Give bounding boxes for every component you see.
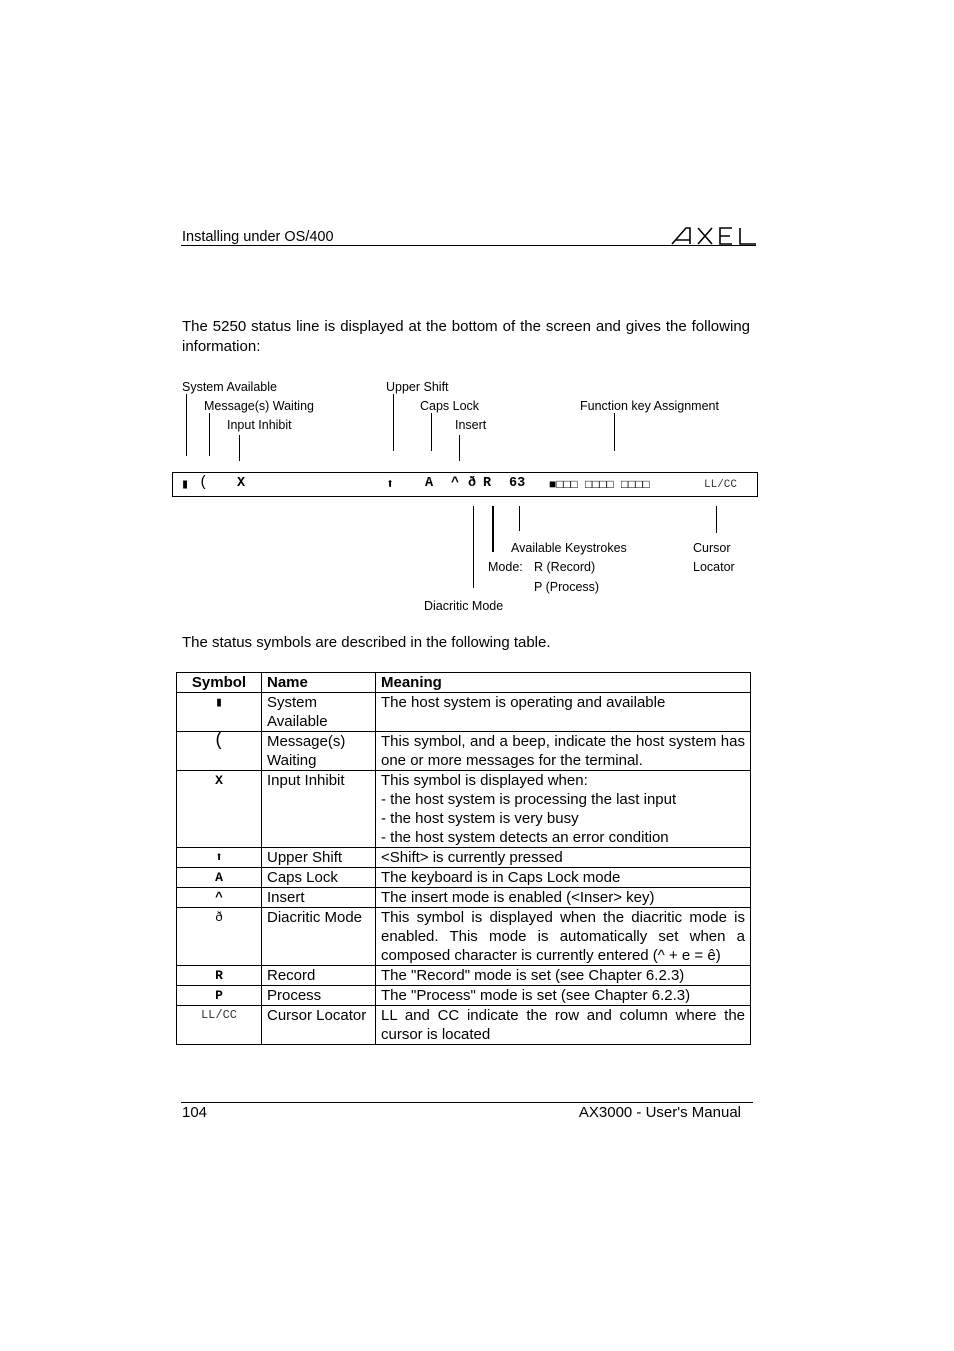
table-row [177,986,751,1006]
header-rule [181,245,756,246]
label-caps-lock: Caps Lock [420,399,480,413]
mode-symbol: R [483,476,492,491]
name-cell: Caps Lock [262,868,376,888]
table-row [177,771,751,848]
label-available-keystrokes: Available Keystrokes [511,541,627,555]
label-system-available: System Available [182,380,277,394]
label-function-key: Function key Assignment [580,399,719,413]
function-key-indicators: ■□□□ □□□□ □□□□ [549,478,650,492]
section-header: Installing under OS/400 [182,229,334,245]
connector-line [239,435,240,461]
meaning-line: - the host system is processing the last input [381,791,677,808]
symbol-cell: R [177,966,262,986]
table-row [177,888,751,908]
label-messages-waiting: Message(s) Waiting [204,399,314,413]
name-cell: Message(s) Waiting [262,732,376,771]
table-header-row [177,673,751,693]
symbol-cell: ð [177,908,262,966]
table-intro: The status symbols are described in the following table. [182,634,551,651]
connector-line [459,435,460,461]
meaning-cell: <Shift> is currently pressed [376,848,751,868]
system-available-symbol: ▮ [181,478,190,493]
column-header-meaning: Meaning [376,673,751,693]
name-cell: Input Inhibit [262,771,376,848]
messages-waiting-symbol: ( [199,474,209,491]
name-cell: Upper Shift [262,848,376,868]
meaning-cell: The insert mode is enabled (<Inser> key) [376,888,751,908]
connector-line [209,413,210,456]
table-row [177,1006,751,1045]
insert-symbol: ^ [451,476,460,491]
connector-line [393,394,394,451]
connector-line [186,394,187,456]
table-row [177,732,751,771]
diacritic-symbol: ð [468,476,477,491]
connector-line [473,506,474,588]
label-diacritic-mode: Diacritic Mode [424,599,504,613]
meaning-cell: This symbol is displayed when the diacritic mode is enabled. This mode is automatically set when a composed character is currently entered (^ + e = ê) [376,908,751,966]
meaning-cell: LL and CC indicate the row and column where the cursor is located [376,1006,751,1045]
intro-paragraph: The 5250 status line is displayed at the bottom of the screen and gives the following information: [182,318,750,355]
name-cell: Cursor Locator [262,1006,376,1045]
label-mode-record: R (Record) [534,560,596,574]
meaning-cell: The "Process" mode is set (see Chapter 6.2.3) [376,986,751,1006]
status-symbols-table [176,672,751,1045]
status-line-box [172,472,758,497]
connector-line [614,413,615,451]
connector-line [431,413,432,451]
symbol-cell: X [177,771,262,848]
page-number: 104 [182,1104,208,1121]
label-mode: Mode: [488,560,523,574]
connector-line [492,506,494,552]
upper-shift-symbol: ⬆ [386,478,395,493]
meaning-cell: The host system is operating and available [376,693,751,732]
symbol-cell: A [177,868,262,888]
meaning-cell: This symbol, and a beep, indicate the host system has one or more messages for the terminal. [376,732,751,771]
name-cell: System Available [262,693,376,732]
meaning-line: - the host system is very busy [381,810,579,827]
symbol-cell: ▮ [177,693,262,732]
symbol-cell: ( [177,732,262,771]
label-cursor: Cursor [693,541,731,555]
manual-title: AX3000 - User's Manual [578,1104,741,1121]
label-input-inhibit: Input Inhibit [227,418,292,432]
table-row [177,693,751,732]
name-cell: Process [262,986,376,1006]
keystrokes-count: 63 [509,476,526,491]
column-header-name: Name [262,673,376,693]
table-row [177,966,751,986]
symbol-cell: ⬆ [177,848,262,868]
cursor-locator-value: LL/CC [704,479,738,491]
footer-rule [181,1102,753,1103]
meaning-line: This symbol is displayed when: [381,772,588,789]
meaning-cell: The keyboard is in Caps Lock mode [376,868,751,888]
name-cell: Insert [262,888,376,908]
symbol-cell: ^ [177,888,262,908]
name-cell: Record [262,966,376,986]
input-inhibit-symbol: X [237,476,246,491]
label-insert: Insert [455,418,487,432]
meaning-cell [376,771,751,848]
meaning-line: - the host system detects an error condition [381,829,669,846]
column-header-symbol: Symbol [177,673,262,693]
name-cell: Diacritic Mode [262,908,376,966]
table-row [177,848,751,868]
caps-lock-symbol: A [425,476,434,491]
connector-line [716,506,717,533]
label-locator: Locator [693,560,735,574]
symbol-cell: LL/CC [177,1006,262,1045]
label-mode-process: P (Process) [534,580,600,594]
symbol-cell: P [177,986,262,1006]
table-row [177,908,751,966]
connector-line [519,506,520,531]
table-row [177,868,751,888]
label-upper-shift: Upper Shift [386,380,449,394]
meaning-cell: The "Record" mode is set (see Chapter 6.2.3) [376,966,751,986]
axel-logo [670,224,758,246]
